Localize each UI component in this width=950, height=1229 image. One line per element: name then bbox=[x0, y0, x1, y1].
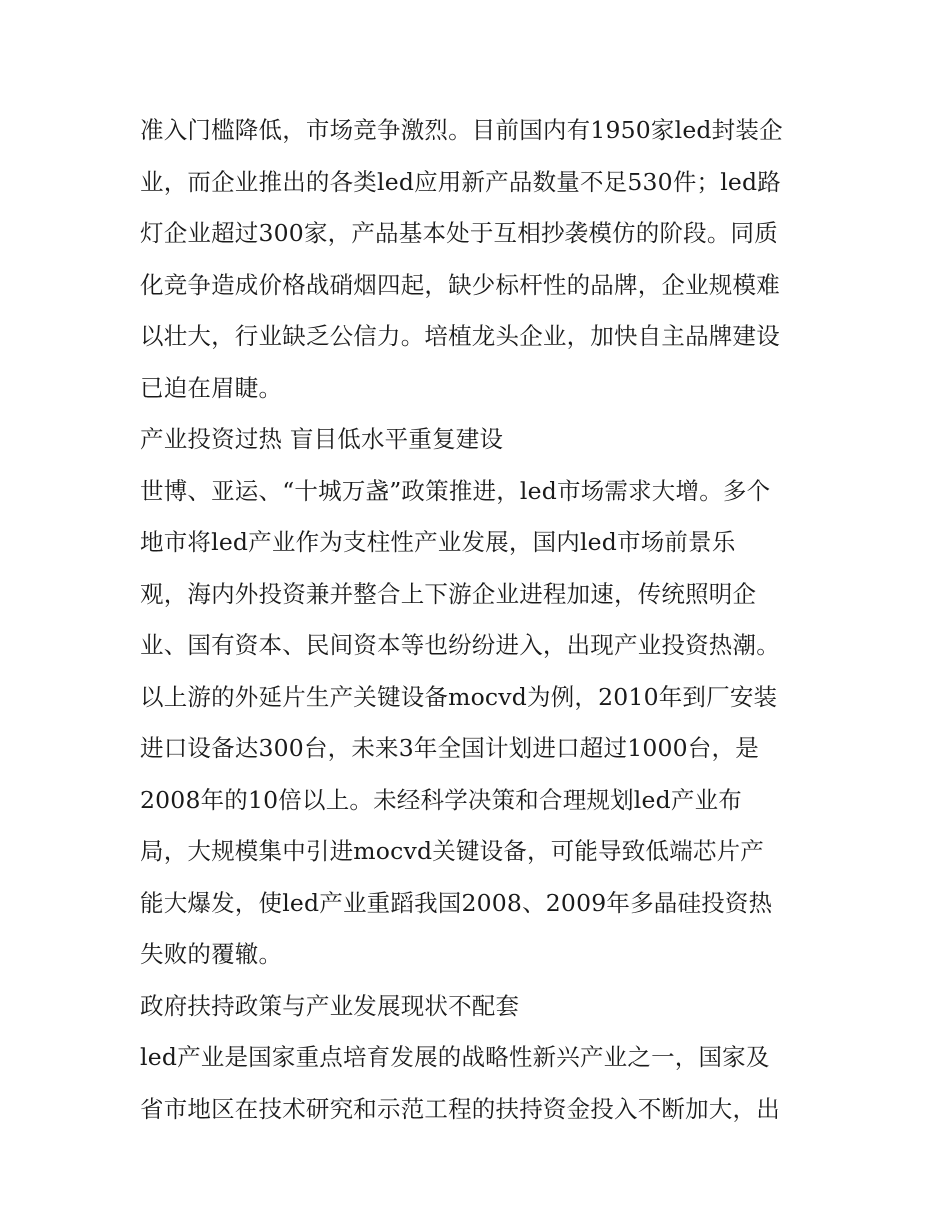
section-heading: 政府扶持政策与产业发展现状不配套 bbox=[140, 991, 520, 1020]
text-line: 准入门槛降低，市场竞争激烈。目前国内有1950家led封装企 bbox=[140, 116, 783, 144]
text-line: 局，大规模集中引进mocvd关键设备，可能导致低端芯片产 bbox=[140, 837, 765, 865]
text-line: 失败的覆辙。 bbox=[140, 940, 283, 968]
section-heading: 产业投资过热 盲目低水平重复建设 bbox=[140, 425, 504, 453]
text-line: 进口设备达300台，未来3年全国计划进口超过1000台，是 bbox=[140, 734, 759, 762]
text-line: 已迫在眉睫。 bbox=[140, 373, 283, 402]
text-line: 以上游的外延片生产关键设备mocvd为例，2010年到厂安装 bbox=[140, 682, 778, 711]
text-line: 省市地区在技术研究和示范工程的扶持资金投入不断加大，出 bbox=[140, 1094, 780, 1123]
text-line: 业、国有资本、民间资本等也纷纷进入，出现产业投资热潮。 bbox=[140, 631, 780, 659]
text-line: 能大爆发，使led产业重蹈我国2008、2009年多晶硅投资热 bbox=[140, 888, 773, 917]
text-line: 灯企业超过300家，产品基本处于互相抄袭模仿的阶段。同质 bbox=[140, 219, 778, 247]
text-line: 以壮大，行业缺乏公信力。培植龙头企业，加快自主品牌建设 bbox=[140, 322, 780, 350]
text-line: 世博、亚运、“十城万盏”政策推进，led市场需求大增。多个 bbox=[140, 476, 771, 505]
body-text bbox=[140, 105, 830, 1135]
text-line: 业，而企业推出的各类led应用新产品数量不足530件；led路 bbox=[140, 167, 781, 196]
text-line: 地市将led产业作为支柱性产业发展，国内led市场前景乐 bbox=[140, 528, 736, 556]
text-line: 化竞争造成价格战硝烟四起，缺少标杆性的品牌，企业规模难 bbox=[140, 270, 780, 299]
text-line: 观，海内外投资兼并整合上下游企业进程加速，传统照明企 bbox=[140, 579, 757, 608]
text-line: 2008年的10倍以上。未经科学决策和合理规划led产业布 bbox=[140, 785, 742, 814]
text-line: led产业是国家重点培育发展的战略性新兴产业之一，国家及 bbox=[140, 1043, 770, 1071]
